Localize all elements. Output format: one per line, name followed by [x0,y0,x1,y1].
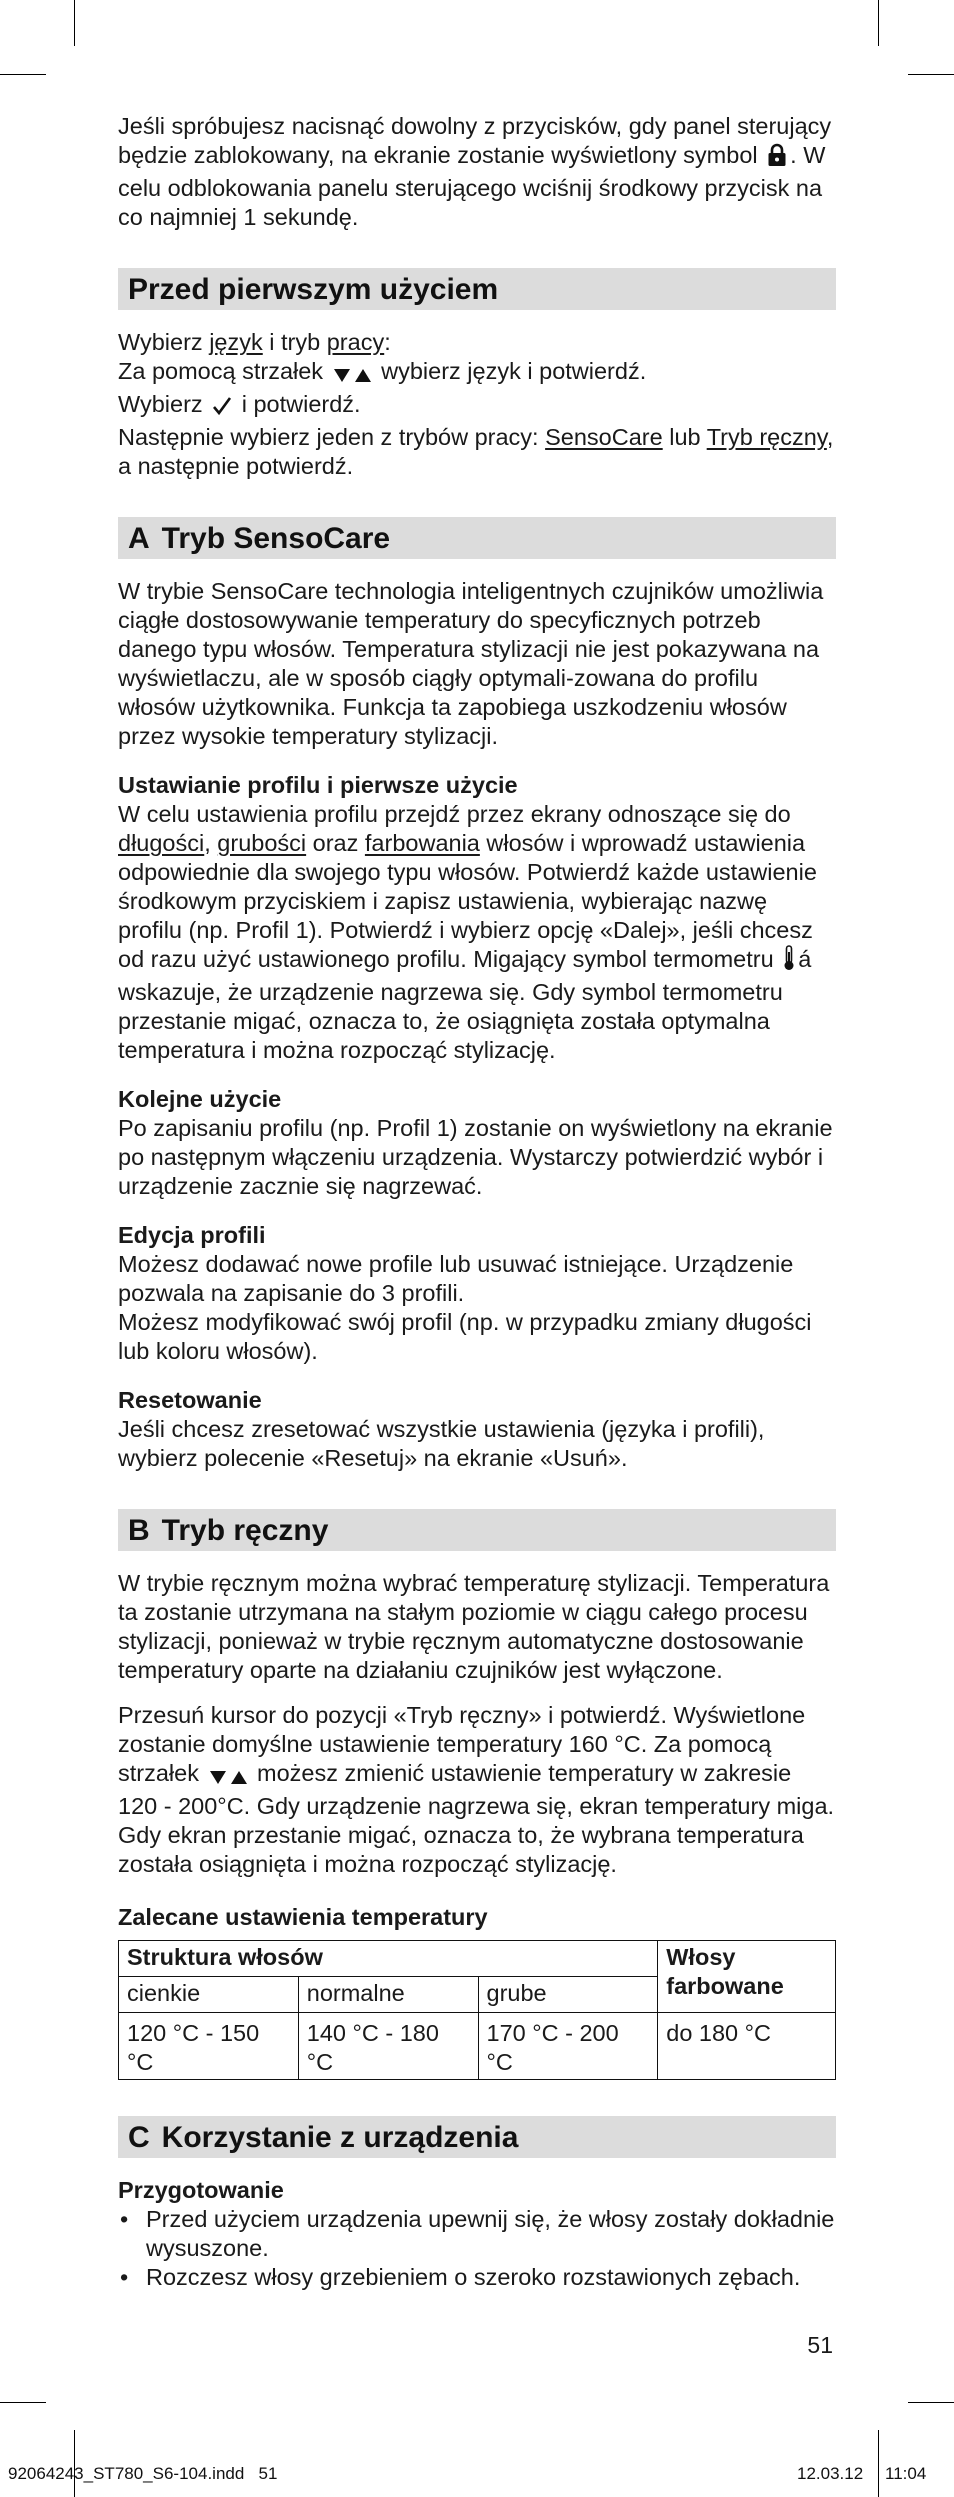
section-header-device-use: C Korzystanie z urządzenia [118,2116,836,2158]
crop-mark [74,0,75,46]
list-item: • Rozczesz włosy grzebieniem o szeroko rozstawionych zębach. [118,2263,836,2292]
crop-mark [908,2402,954,2403]
crop-mark [878,0,879,46]
manual-mode-instructions: Przesuń kursor do pozycji «Tryb ręczny» i potwierdź. Wyświetlone zostanie domyślne ustawienie temperatury 160 °C. Za pomocą strzałek możesz zmienić ustawienie temperatury w zakresie 120 - 200°C. Gdy urządzenie nagrzewa się, ekran temperatury miga. Gdy ekran przestanie migać, oznacza to, że wybrana temperatura została osiągnięta i można rozpocząć stylizację. [118,1702,835,1877]
page-number: 51 [807,2332,833,2358]
arrow-up-icon [230,1763,248,1792]
intro-paragraph: Jeśli spróbujesz nacisnąć dowolny z przycisków, gdy panel sterujący będzie zablokowany, na ekranie zostanie wyświetlony symbol . W celu odblokowania panelu sterującego wciśnij środkowy przycisk na co najmniej 1 sekundę. [118,113,832,230]
crop-mark [908,74,954,75]
table-cell: do 180 °C [658,2013,836,2080]
sensocare-intro: W trybie SensoCare technologia inteligentnych czujników umożliwia ciągłe dostosowywanie temperatury do specyficznych potrzeb danego typu włosów. Temperatura stylizacji nie jest pokazywana na wyświetlaczu, ale w sposób ciągły optymali-zowana do profilu włosów użytkownika. Funkcja ta zapobiega uszkodzeniu włosów przez wysokie temperatury stylizacji. [118,578,824,749]
edit-profiles-text-2: Możesz modyfikować swój profil (np. w przypadku zmiany długości lub koloru włosów). [118,1309,812,1364]
table-header-structure: Struktura włosów [119,1941,658,1977]
crop-mark [878,2430,879,2497]
crop-mark [0,2402,46,2403]
footer-file-name: 92064243_ST780_S6-104.indd 51 [8,2464,278,2483]
table-header-colored: Włosy farbowane [658,1941,836,2013]
manual-mode-intro: W trybie ręcznym można wybrać temperaturę stylizacji. Temperatura ta zostanie utrzymana na stałym poziomie w ciągu całego procesu stylizacji, ponieważ w trybie ręcznym automatyczne dostosowanie temperatury oparte na działaniu czujników jest wyłączone. [118,1570,830,1683]
table-row [119,2013,836,2080]
subheading-edit-profiles: Edycja profili [118,1222,266,1248]
temperature-table [118,1940,836,2080]
checkmark-icon [212,394,232,423]
subheading-next-use: Kolejne użycie [118,1086,282,1112]
arrow-down-icon [333,361,351,390]
footer-date: 12.03.12 [797,2464,864,2483]
table-cell: 140 °C - 180 °C [298,2013,478,2080]
profile-setup-text: W celu ustawienia profilu przejdź przez ekrany odnoszące się do długości, grubości oraz farbowania włosów i wprowadź ustawienia odpowiednie dla swojego typu włosów. Potwierdź każde ustawienie środkowym przyciskiem i zapisz ustawienia, wybierając nazwę profilu (np. Profil 1). Potwierdź i wybierz opcję «Dalej», jeśli chcesz od razu użyć ustawionego profilu. Migający symbol termometru á wskazuje, że urządzenie nagrzewa się. Gdy symbol termometru przestanie migać, oznacza to, że osiągnięta została optymalna temperatura i można rozpocząć stylizację. [118,801,817,1063]
table-row [119,1941,836,1977]
next-use-text: Po zapisaniu profilu (np. Profil 1) zostanie on wyświetlony na ekranie po następnym włączeniu urządzenia. Wystarczy potwierdzić wybór i urządzenie zacznie się nagrzewać. [118,1115,833,1199]
subheading-reset: Resetowanie [118,1387,262,1413]
table-cell: normalne [298,1977,478,2013]
lock-icon [767,143,787,174]
before-first-use-text: Wybierz język i tryb pracy: Za pomocą strzałek wybierz język i potwierdź. Wybierz i potwierdź. Następnie wybierz jeden z trybów pracy: SensoCare lub Tryb ręczny, a następnie potwierdź. [118,329,834,479]
edit-profiles-text-1: Możesz dodawać nowe profile lub usuwać istniejące. Urządzenie pozwala na zapisanie do 3 profili. [118,1251,794,1306]
subheading-temperature-table: Zalecane ustawienia temperatury [118,1904,488,1930]
table-cell: 120 °C - 150 °C [119,2013,299,2080]
section-header-before-first-use: Przed pierwszym użyciem [118,268,836,310]
table-cell: cienkie [119,1977,299,2013]
subheading-preparation: Przygotowanie [118,2177,284,2203]
page-content [118,112,836,2292]
table-cell: 170 °C - 200 °C [478,2013,658,2080]
crop-mark [0,74,46,75]
reset-text: Jeśli chcesz zresetować wszystkie ustawienia (języka i profili), wybierz polecenie «Resetuj» na ekranie «Usuń». [118,1416,765,1471]
arrow-up-icon [354,361,372,390]
footer-time: 11:04 [885,2464,927,2483]
preparation-list [118,2205,836,2292]
section-header-sensocare: A Tryb SensoCare [118,517,836,559]
arrow-down-icon [209,1763,227,1792]
section-header-manual-mode: B Tryb ręczny [118,1509,836,1551]
thermometer-icon [783,945,795,978]
subheading-profile-setup: Ustawianie profilu i pierwsze użycie [118,772,518,798]
list-item: • Przed użyciem urządzenia upewnij się, że włosy zostały dokładnie wysuszone. [118,2205,836,2263]
table-cell: grube [478,1977,658,2013]
